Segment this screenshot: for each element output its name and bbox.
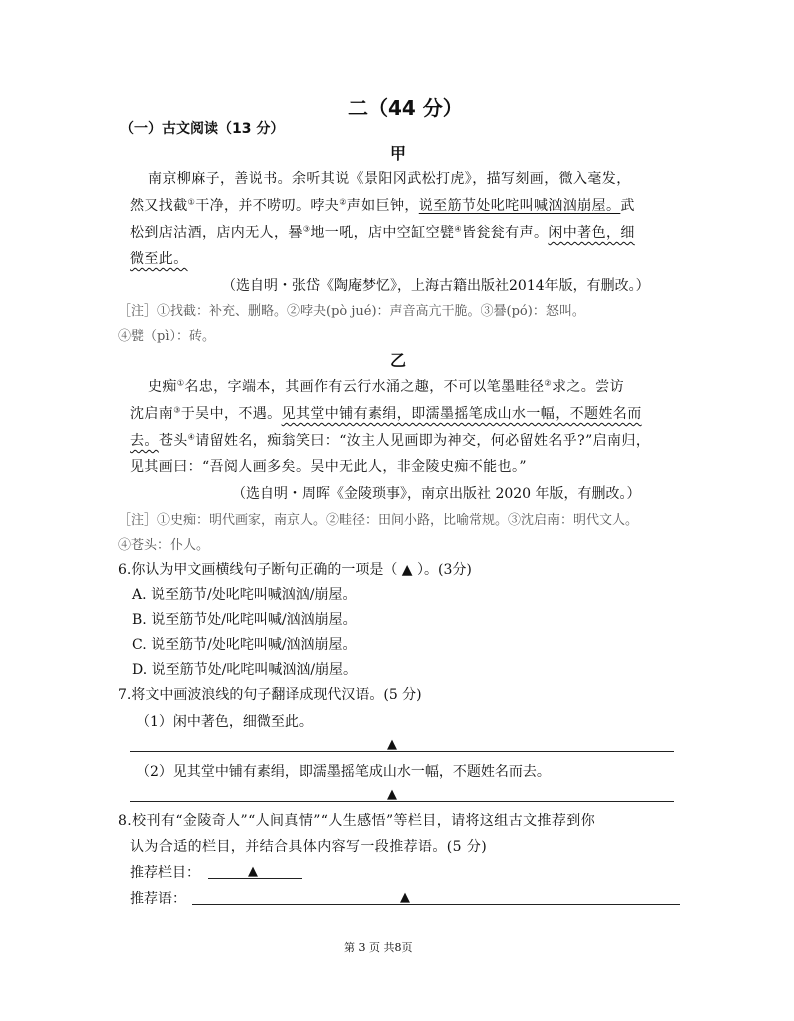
passage-yi-label: 乙 — [390, 351, 407, 370]
passage-yi-source: （选自明・周晖《金陵琐事》，南京出版社 2020 年版，有删改。） — [232, 486, 641, 502]
question-7-stem: 7.将文中画波浪线的句子翻译成现代汉语。(5 分) — [118, 687, 422, 703]
passage-yi-line: 去。苍头④请留姓名，痴翁笑曰：“汝主人见画即为神交，何必留姓名乎?”启南归， — [130, 432, 651, 449]
answer-marker: ▲ — [400, 890, 410, 905]
passage-yi-line: 沈启南③于吴中，不遇。见其堂中铺有素绢，即濡墨摇笔成山水一幅，不题姓名而 — [130, 405, 642, 422]
passage-jia-source: （选自明・张岱《陶庵梦忆》，上海古籍出版社2014年版，有删改。） — [222, 278, 650, 294]
question-7-sub-1: （1）闲中著色，细微至此。 — [136, 714, 313, 730]
wavy-sentence: 微至此。 — [130, 251, 188, 267]
passage-yi-note: ④苍头：仆人。 — [118, 538, 210, 553]
question-6-option-c[interactable]: C. 说至筋节/处叱咤叫喊/汹汹崩屋。 — [132, 637, 357, 653]
passage-jia-line — [130, 248, 188, 268]
answer-line-7-2[interactable] — [130, 801, 674, 802]
page-footer: 第 3 页 共8页 — [344, 941, 413, 954]
question-6-option-d[interactable]: D. 说至筋节处/叱咤叫喊汹汹/崩屋。 — [132, 662, 358, 678]
passage-jia-line: 然又找截①干净，并不唠叨。哱夬②声如巨钟，说至筋节处叱咤叫喊汹汹崩屋。武 — [130, 197, 635, 214]
question-6-option-b[interactable]: B. 说至筋节处/叱咤叫喊/汹汹崩屋。 — [132, 612, 357, 628]
question-7-sub-2: （2）见其堂中铺有素绢，即濡墨摇笔成山水一幅，不题姓名而去。 — [136, 764, 551, 780]
passage-jia-note: ［注］①找截：补充、删略。②哱夬(pò jué)：声音高亢干脆。③謈(pó)：怒叫。 — [118, 304, 585, 319]
question-8-stem: 8.校刊有“金陵奇人”“人间真情”“人生感悟”等栏目，请将这组古文推荐到你 — [118, 813, 596, 829]
passage-yi-line: 见其画曰：“吾阅人画多矣。吴中无此人，非金陵史痴不能也。” — [130, 459, 527, 475]
question-6-stem: 6.你认为甲文画横线句子断句正确的一项是（ ▲ ）。(3分) — [118, 562, 472, 578]
wavy-sentence: 见其堂中铺有素绢，即濡墨摇笔成山水一幅，不题姓名而 — [281, 406, 642, 422]
answer-marker: ▲ — [387, 787, 397, 802]
answer-marker: ▲ — [248, 864, 258, 879]
question-8-stem: 认为合适的栏目，并结合具体内容写一段推荐语。(5 分) — [130, 839, 488, 855]
answer-line-column[interactable] — [208, 878, 302, 879]
passage-yi-line: 史痴①名忠，字端本，其画作有云行水涌之趣，不可以笔墨畦径②求之。尝访 — [148, 378, 624, 395]
passage-jia-label: 甲 — [390, 144, 407, 163]
wavy-sentence: 闲中著色，细 — [548, 225, 635, 241]
underlined-sentence: 说至筋节处叱咤叫喊汹汹崩屋。 — [418, 198, 621, 214]
subsection-title: （一）古文阅读（13 分） — [120, 121, 285, 137]
passage-yi-note: ［注］①史痴：明代画家，南京人。②畦径：田间小路，比喻常规。③沈启南：明代文人。 — [118, 513, 639, 528]
recommend-text-label: 推荐语： — [130, 891, 186, 907]
section-title: 二（44 分） — [348, 96, 463, 120]
answer-line-7-1[interactable] — [130, 751, 674, 752]
question-6-option-a[interactable]: A. 说至筋节/处叱咤叫喊汹汹/崩屋。 — [132, 587, 357, 603]
passage-jia-line: 松到店沽酒，店内无人，謈③地一吼，店中空缸空甓④皆瓮瓮有声。闲中著色，细 — [130, 224, 635, 241]
recommend-column-label: 推荐栏目： — [130, 865, 200, 881]
passage-jia-line: 南京柳麻子，善说书。余听其说《景阳冈武松打虎》，描写刻画，微入毫发， — [148, 171, 631, 187]
wavy-sentence: 去。 — [130, 433, 159, 449]
passage-jia-note: ④甓（pì）：砖。 — [118, 329, 215, 344]
answer-marker: ▲ — [387, 737, 397, 752]
answer-line-recommend[interactable] — [192, 904, 680, 905]
